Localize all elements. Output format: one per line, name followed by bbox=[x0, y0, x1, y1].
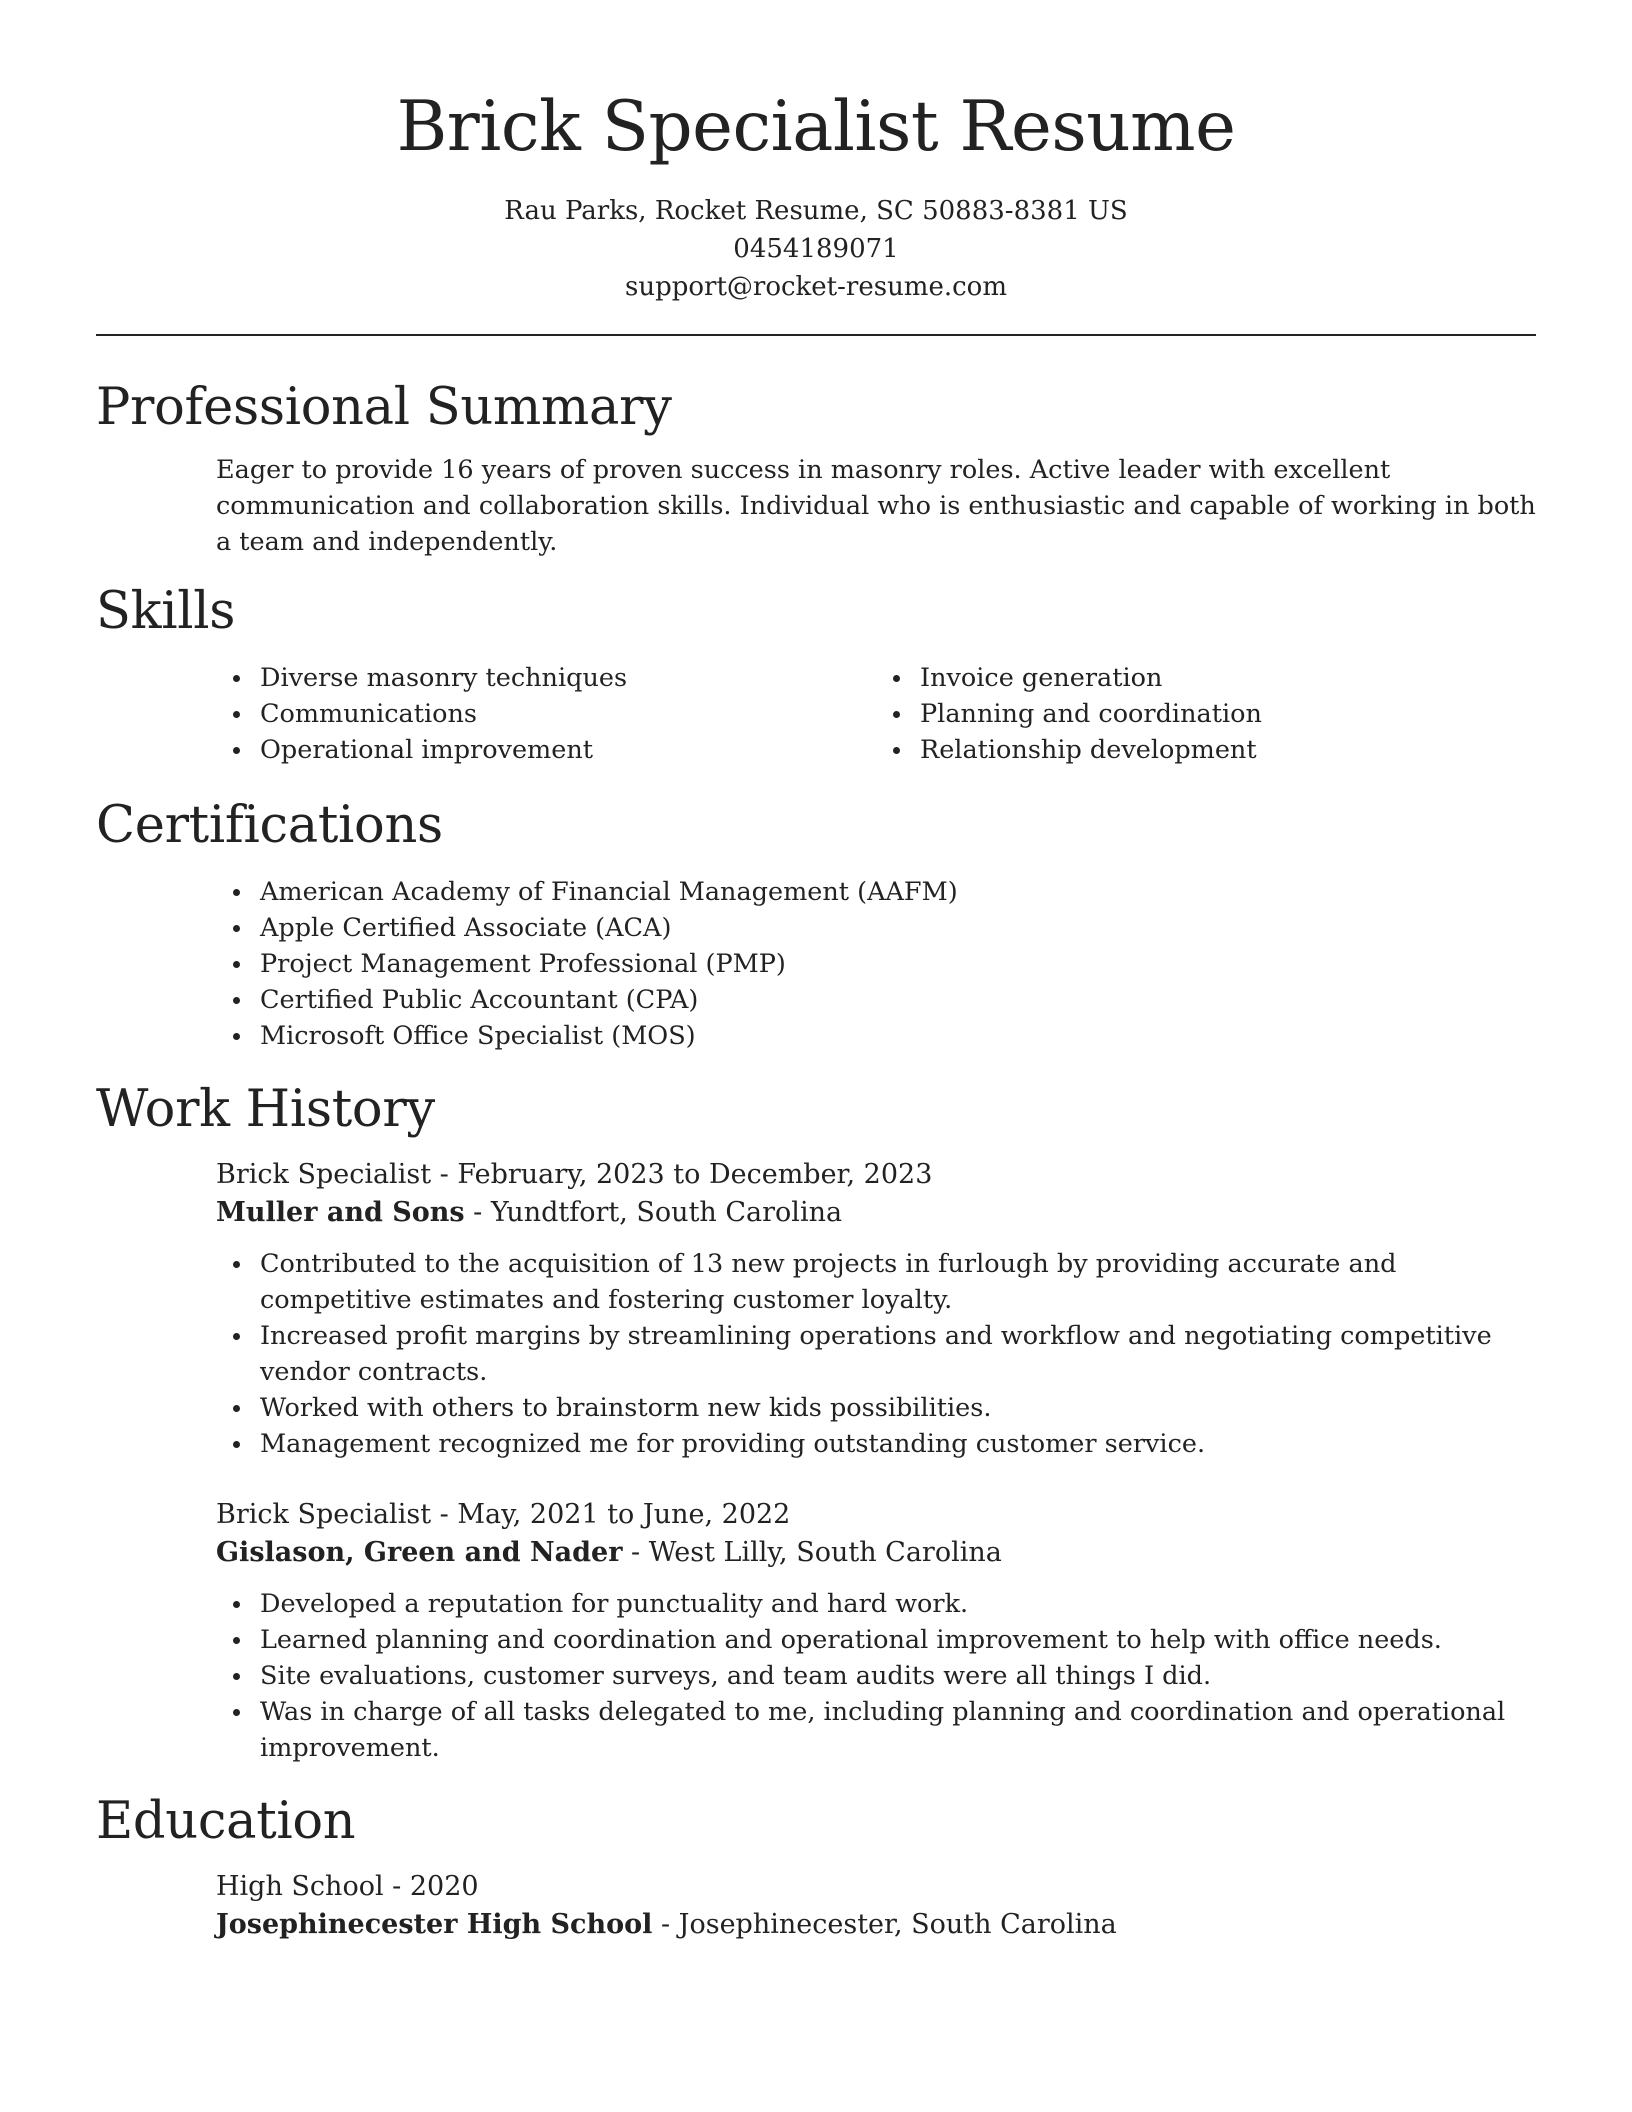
work-history-section bbox=[96, 1078, 1536, 1766]
education-section bbox=[96, 1790, 1536, 1944]
job-location: - West Lilly, South Carolina bbox=[622, 1537, 1002, 1568]
certification-item: Apple Certified Associate (ACA) bbox=[260, 910, 1536, 946]
skills-grid bbox=[96, 660, 1536, 768]
certifications-section bbox=[96, 794, 1536, 1054]
job-dates: - May, 2021 to June, 2022 bbox=[431, 1499, 791, 1530]
contact-address: Rau Parks, Rocket Resume, SC 50883-8381 US bbox=[504, 196, 1128, 226]
skills-list-left bbox=[216, 660, 876, 768]
header-divider bbox=[96, 334, 1536, 336]
job-header bbox=[216, 1156, 1536, 1232]
job-entry bbox=[96, 1496, 1536, 1766]
education-school: Josephinecester High School bbox=[216, 1909, 653, 1940]
summary-text: Eager to provide 16 years of proven success in masonry roles. Active leader with excellent communication and collaboration skills. Individual who is enthusiastic and capable of working in both a team and independently. bbox=[216, 455, 1536, 557]
certification-item: Microsoft Office Specialist (MOS) bbox=[260, 1018, 1536, 1054]
education-school-line bbox=[216, 1906, 1536, 1944]
job-bullet: Was in charge of all tasks delegated to me, including planning and coordination and operational improvement. bbox=[260, 1694, 1536, 1766]
job-bullets bbox=[216, 1246, 1536, 1462]
job-entry bbox=[96, 1156, 1536, 1462]
job-bullet: Worked with others to brainstorm new kids possibilities. bbox=[260, 1390, 1536, 1426]
contact-block bbox=[96, 192, 1536, 306]
job-company: Gislason, Green and Nader bbox=[216, 1537, 623, 1568]
job-dates: - February, 2023 to December, 2023 bbox=[431, 1159, 933, 1190]
job-bullet: Site evaluations, customer surveys, and team audits were all things I did. bbox=[260, 1658, 1536, 1694]
job-bullet: Management recognized me for providing outstanding customer service. bbox=[260, 1426, 1536, 1462]
job-header bbox=[216, 1496, 1536, 1572]
summary-section bbox=[96, 376, 1536, 560]
skill-item: Planning and coordination bbox=[920, 696, 1536, 732]
job-spacer bbox=[96, 1462, 1536, 1496]
contact-phone: 0454189071 bbox=[733, 234, 899, 264]
job-title-line bbox=[216, 1496, 1536, 1534]
work-history-heading: Work History bbox=[96, 1080, 435, 1139]
skill-item: Relationship development bbox=[920, 732, 1536, 768]
skills-list-right bbox=[876, 660, 1536, 768]
certifications-heading: Certifications bbox=[96, 796, 443, 855]
certification-item: American Academy of Financial Management (AAFM) bbox=[260, 874, 1536, 910]
job-role: Brick Specialist bbox=[216, 1159, 432, 1190]
certifications-list bbox=[216, 874, 1536, 1054]
skill-item: Invoice generation bbox=[920, 660, 1536, 696]
job-company-line bbox=[216, 1194, 1536, 1232]
skills-section bbox=[96, 580, 1536, 768]
job-bullet: Learned planning and coordination and operational improvement to help with office needs. bbox=[260, 1622, 1536, 1658]
education-heading: Education bbox=[96, 1792, 356, 1851]
summary-heading: Professional Summary bbox=[96, 378, 672, 437]
skills-heading: Skills bbox=[96, 582, 236, 641]
contact-email: support@rocket-resume.com bbox=[624, 272, 1007, 302]
job-company: Muller and Sons bbox=[216, 1197, 465, 1228]
certification-item: Project Management Professional (PMP) bbox=[260, 946, 1536, 982]
job-bullets bbox=[216, 1586, 1536, 1766]
education-degree: High School bbox=[216, 1871, 384, 1902]
job-company-line bbox=[216, 1534, 1536, 1572]
education-location: - Josephinecester, South Carolina bbox=[652, 1909, 1117, 1940]
job-role: Brick Specialist bbox=[216, 1499, 432, 1530]
job-bullet: Increased profit margins by streamlining operations and workflow and negotiating competitive vendor contracts. bbox=[260, 1318, 1536, 1390]
education-header bbox=[216, 1868, 1536, 1944]
skill-item: Operational improvement bbox=[260, 732, 876, 768]
education-entry bbox=[96, 1868, 1536, 1944]
job-bullet: Developed a reputation for punctuality and hard work. bbox=[260, 1586, 1536, 1622]
skill-item: Communications bbox=[260, 696, 876, 732]
certifications-list-wrap bbox=[96, 874, 1536, 1054]
resume-header bbox=[96, 0, 1536, 306]
job-title-line bbox=[216, 1156, 1536, 1194]
skill-item: Diverse masonry techniques bbox=[260, 660, 876, 696]
job-bullet: Contributed to the acquisition of 13 new projects in furlough by providing accurate and competitive estimates and fostering customer loyalty. bbox=[260, 1246, 1536, 1318]
certification-item: Certified Public Accountant (CPA) bbox=[260, 982, 1536, 1018]
education-degree-line bbox=[216, 1868, 1536, 1906]
education-year: - 2020 bbox=[383, 1871, 479, 1902]
job-location: - Yundtfort, South Carolina bbox=[464, 1197, 843, 1228]
resume-title: Brick Specialist Resume bbox=[396, 87, 1236, 167]
